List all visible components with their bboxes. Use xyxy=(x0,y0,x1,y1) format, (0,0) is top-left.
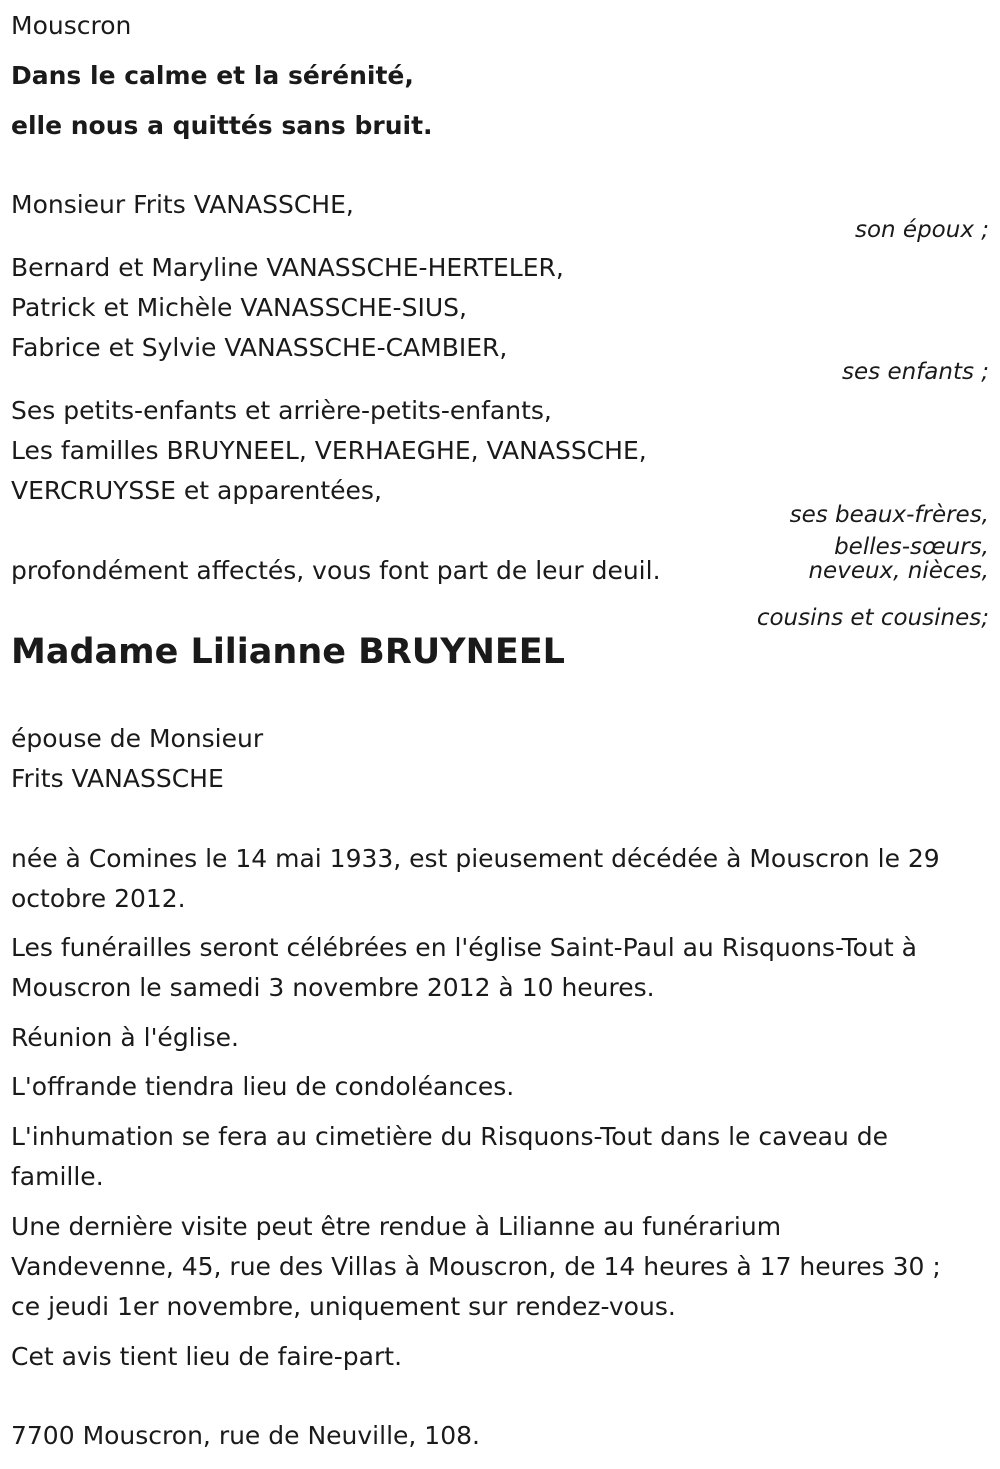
funeral-line: Les funérailles seront célébrées en l'église Saint-Paul au Risquons-Tout à xyxy=(11,933,917,962)
family-role: ses beaux-frères, xyxy=(789,502,989,528)
family-line: VERCRUYSSE et apparentées, xyxy=(11,476,382,505)
child-line: Fabrice et Sylvie VANASSCHE-CAMBIER, xyxy=(11,333,508,362)
announcement: profondément affectés, vous font part de leur deuil. xyxy=(11,556,661,585)
burial-line: L'inhumation se fera au cimetière du Risquons-Tout dans le caveau de xyxy=(11,1122,888,1151)
birth-death-line: octobre 2012. xyxy=(11,884,186,913)
children-role: ses enfants ; xyxy=(842,359,989,385)
epouse-line: épouse de Monsieur xyxy=(11,724,264,753)
epouse-line: Frits VANASSCHE xyxy=(11,764,224,793)
burial-line: famille. xyxy=(11,1162,104,1191)
address-line: 7700 Mouscron, rue de Neuville, 108. xyxy=(11,1421,480,1450)
intro-line-2: elle nous a quittés sans bruit. xyxy=(11,111,433,140)
visit-line: ce jeudi 1er novembre, uniquement sur rendez-vous. xyxy=(11,1292,676,1321)
funeral-line: Mouscron le samedi 3 novembre 2012 à 10 heures. xyxy=(11,973,655,1002)
visit-line: Vandevenne, 45, rue des Villas à Mouscron, de 14 heures à 17 heures 30 ; xyxy=(11,1252,941,1281)
meeting-line: Réunion à l'église. xyxy=(11,1023,239,1052)
intro-line-1: Dans le calme et la sérénité, xyxy=(11,61,414,90)
spouse-role: son époux ; xyxy=(854,217,989,243)
child-line: Bernard et Maryline VANASSCHE-HERTELER, xyxy=(11,253,564,282)
spouse-name: Monsieur Frits VANASSCHE, xyxy=(11,190,354,219)
deceased-name: Madame Lilianne BRUYNEEL xyxy=(11,632,565,672)
child-line: Patrick et Michèle VANASSCHE-SIUS, xyxy=(11,293,467,322)
family-role: belles-sœurs, xyxy=(834,534,989,560)
family-role: cousins et cousines; xyxy=(756,605,989,631)
family-role: neveux, nièces, xyxy=(808,558,989,584)
notice-line: Cet avis tient lieu de faire-part. xyxy=(11,1342,403,1371)
birth-death-line: née à Comines le 14 mai 1933, est pieusement décédée à Mouscron le 29 xyxy=(11,844,940,873)
family-line: Les familles BRUYNEEL, VERHAEGHE, VANASSCHE, xyxy=(11,436,647,465)
family-line: Ses petits-enfants et arrière-petits-enfants, xyxy=(11,396,552,425)
visit-line: Une dernière visite peut être rendue à Lilianne au funérarium xyxy=(11,1212,782,1241)
offering-line: L'offrande tiendra lieu de condoléances. xyxy=(11,1072,515,1101)
city-header: Mouscron xyxy=(11,11,132,40)
